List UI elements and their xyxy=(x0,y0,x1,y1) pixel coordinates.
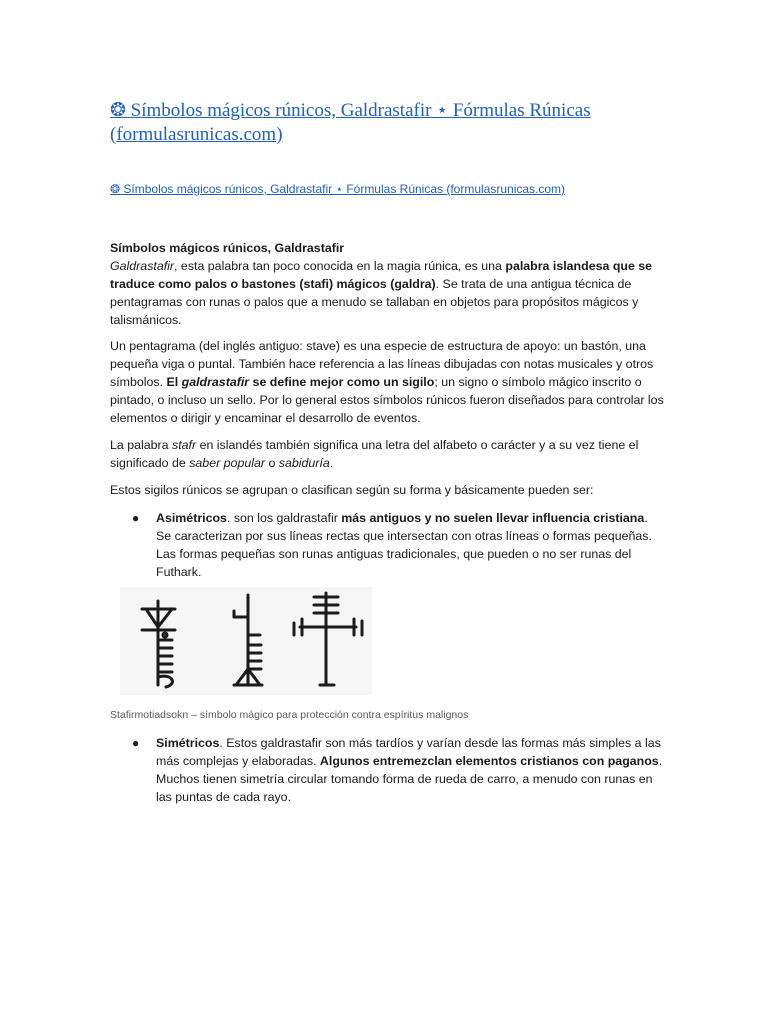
list-item-text: Simétricos. Estos galdrastafir son más tardíos y varían desde las formas más simples a las más complejas y elaboradas. Algunos entremezclan elementos cristianos con paganos. Muchos tienen simetría circular tomando forma de rueda de carro, a menudo con runas en las puntas de cada rayo. xyxy=(156,736,663,804)
bullet-icon: ● xyxy=(132,511,140,525)
paragraph-2: Un pentagrama (del inglés antiguo: stave) es una especie de estructura de apoyo: un bastón, una pequeña viga o puntal. También hace referencia a las líneas dibujadas con notas musicales y otros símbolos. El galdrastafir se define mejor como un sigilo; un signo o símbolo mágico inscrito o pintado, o incluso un sello. Por lo general estos símbolos rúnicos fueron diseñados para controlar los elementos o dirigir y encaminar el desarrollo de eventos. xyxy=(110,339,664,425)
list-item-asymmetric xyxy=(110,509,665,581)
galdrastafir-image xyxy=(120,587,372,695)
source-link[interactable]: ❂ Símbolos mágicos rúnicos, Galdrastafir ⋆ Fórmulas Rúnicas (formulasrunicas.com) xyxy=(110,182,566,196)
list-item-text: Asimétricos. son los galdrastafir más antiguos y no suelen llevar influencia cristiana. Se caracterizan por sus líneas rectas que intersectan con otras líneas o formas pequeñas. Las formas pequeñas son runas antiguas tradicionales, que pueden o no ser runas del Futhark. xyxy=(156,511,652,579)
image-caption: Stafirmotiadsokn – símbolo mágico para protección contra espíritus malignos xyxy=(110,709,469,721)
paragraph-1: Galdrastafir, esta palabra tan poco conocida en la magia rúnica, es una palabra islandesa que se traduce como palos o bastones (stafi) mágicos (galdra). Se trata de una antigua técnica de pentagramas con runas o palos que a menudo se tallaban en objetos para propósitos mágicos y talismánicos. xyxy=(110,259,653,327)
intro-paragraph xyxy=(110,239,665,329)
paragraph-4: Estos sigilos rúnicos se agrupan o clasifican según su forma y básicamente pueden ser: xyxy=(110,483,594,497)
section-heading: Símbolos mágicos rúnicos, Galdrastafir xyxy=(110,241,345,255)
title-link[interactable]: ❂ Símbolos mágicos rúnicos, Galdrastafir ⋆ Fórmulas Rúnicas (formulasrunicas.com) xyxy=(110,100,591,145)
bullet-icon: ● xyxy=(132,736,140,750)
list-item-symmetric xyxy=(110,734,665,806)
paragraph-3: La palabra stafr en islandés también significa una letra del alfabeto o carácter y a su vez tiene el significado de saber popular o sabiduría. xyxy=(110,438,639,470)
